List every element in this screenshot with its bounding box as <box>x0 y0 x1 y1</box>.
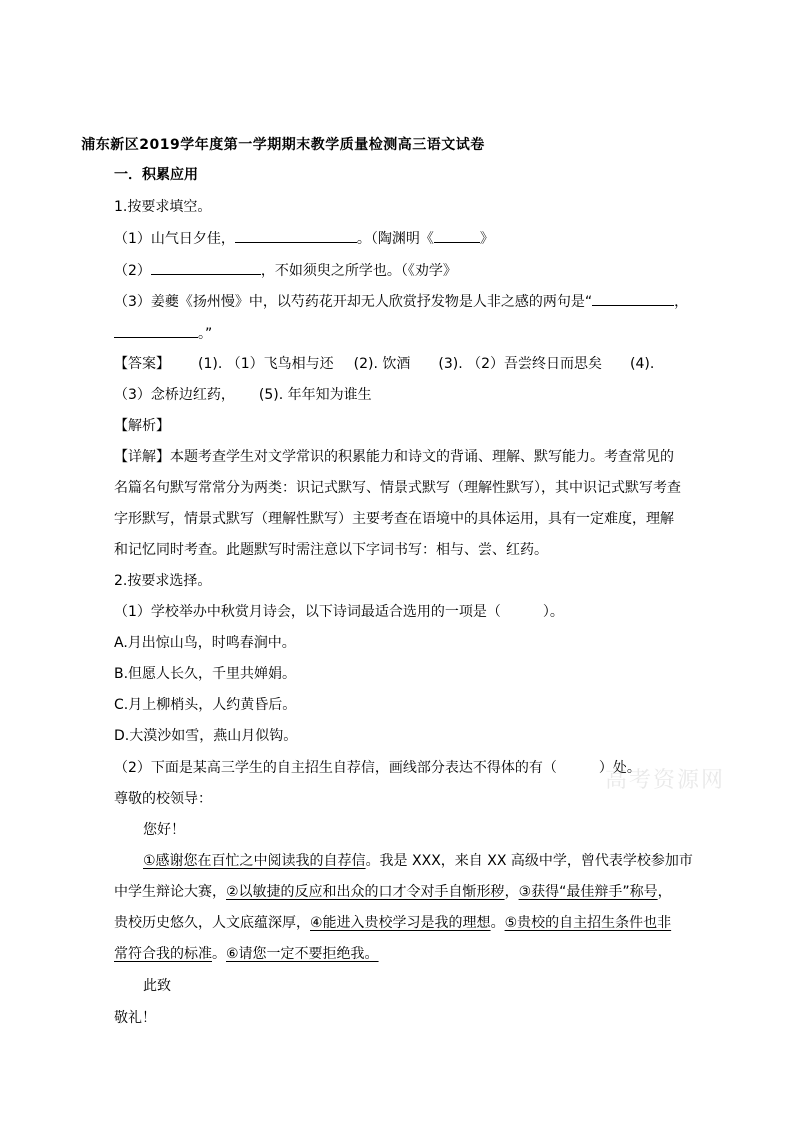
analysis-label: 【解析】 <box>114 418 170 434</box>
question-1-part-1 <box>114 229 494 249</box>
analysis-line: 和记忆同时考查。此题默写时需注意以下字词书写：相与、尝、红药。 <box>114 542 548 558</box>
answer-item: （3）念桥边红药， <box>114 387 235 403</box>
answer-blank <box>235 230 357 243</box>
text-segment: 》 <box>479 231 494 247</box>
answer-label: 【答案】 <box>114 356 170 372</box>
section-heading: 一．积累应用 <box>114 167 198 183</box>
text-segment: （2） <box>114 263 151 279</box>
text-segment: ， <box>504 884 519 900</box>
letter-line-3 <box>114 913 671 933</box>
text-segment: ，不如须臾之所学也。（《劝学》 <box>260 263 457 279</box>
question-1-stem: 1.按要求填空。 <box>114 199 212 215</box>
answer-item: (3). （2）吾尝终日而思矣 <box>438 356 603 372</box>
letter-line-4 <box>114 944 379 964</box>
option-b: B.但愿人长久，千里共婵娟。 <box>114 666 297 682</box>
page-title: 浦东新区2019学年度第一学期期末教学质量检测高三语文试卷 <box>81 137 485 153</box>
letter-closing-1: 此致 <box>143 978 171 994</box>
option-d: D.大漠沙如雪，燕山月似钩。 <box>114 728 298 744</box>
answer-blank <box>434 230 480 243</box>
question-1-part-3-cont <box>114 324 212 344</box>
underlined-sentence: ①感谢您在百忙之中阅读我的自荐信 <box>143 853 366 869</box>
underlined-sentence: ②以敏捷的反应和出众的口才令对手自惭形秽 <box>226 884 505 900</box>
question-2-sub-1: （1）学校举办中秋赏月诗会，以下诗词最适合选用的一项是（ ）。 <box>114 604 564 620</box>
answer-line-1 <box>114 354 654 374</box>
text-segment: ， <box>674 294 689 310</box>
underlined-sentence: ④能进入贵校学习是我的理想 <box>310 915 491 931</box>
answer-blank <box>151 262 261 275</box>
answer-item: (4). <box>630 356 655 372</box>
analysis-line: 【详解】本题考查学生对文学常识的积累能力和诗文的背诵、理解、默写能力。考查常见的 <box>114 449 674 465</box>
question-1-part-3 <box>114 292 688 312</box>
analysis-line: 名篇名句默写常常分为两类：识记式默写、情景式默写（理解性默写），其中识记式默写考查 <box>114 480 681 496</box>
question-1-part-2 <box>114 261 457 281</box>
text-segment: 贵校历史悠久，人文底蕴深厚， <box>114 915 310 931</box>
underlined-sentence: ⑤贵校的自主招生条件也非 <box>504 915 672 931</box>
text-segment: （3）姜夔《扬州慢》中，以芍药花开却无人欣赏抒发物是人非之感的两句是“ <box>114 294 593 310</box>
letter-closing-2: 敬礼！ <box>114 1010 156 1026</box>
option-c: C.月上柳梢头，人约黄昏后。 <box>114 697 297 713</box>
answer-blank <box>114 325 198 338</box>
text-segment: 。 <box>490 915 505 931</box>
text-segment: 。（陶渊明《 <box>356 231 434 247</box>
watermark-text: 高考资源网 <box>605 768 726 793</box>
underlined-sentence: 常符合我的标准 <box>114 946 212 962</box>
text-segment: 。” <box>198 326 213 342</box>
text-segment: 。我是 XXX，来自 XX 高级中学，曾代表学校参加市 <box>365 853 693 869</box>
answer-blank <box>592 293 674 306</box>
letter-greeting: 您好！ <box>143 822 185 838</box>
text-segment: （1）山气日夕佳， <box>114 231 235 247</box>
question-2-stem: 2.按要求选择。 <box>114 573 212 589</box>
text-segment: 。 <box>212 946 226 962</box>
analysis-line: 字形默写，情景式默写（理解性默写）主要考查在语境中的具体运用，具有一定难度，理解 <box>114 511 674 527</box>
option-a: A.月出惊山鸟，时鸣春涧中。 <box>114 635 296 651</box>
letter-line-2 <box>114 882 672 902</box>
letter-salutation: 尊敬的校领导： <box>114 791 212 807</box>
answer-item: (2). 饮酒 <box>353 356 411 372</box>
text-segment: 中学生辩论大赛， <box>114 884 226 900</box>
letter-line-1 <box>143 851 693 871</box>
question-2-sub-2: （2）下面是某高三学生的自主招生自荐信，画线部分表达不得体的有（ ）处。 <box>114 760 641 776</box>
answer-item: (1). （1）飞鸟相与还 <box>198 356 334 372</box>
text-segment: ， <box>657 884 672 900</box>
answer-item: (5). 年年知为谁生 <box>258 387 372 403</box>
underlined-sentence: ③获得“最佳辩手”称号 <box>518 884 658 900</box>
underlined-sentence: ⑥请您一定不要拒绝我。 <box>226 946 379 962</box>
answer-line-2 <box>114 385 372 405</box>
